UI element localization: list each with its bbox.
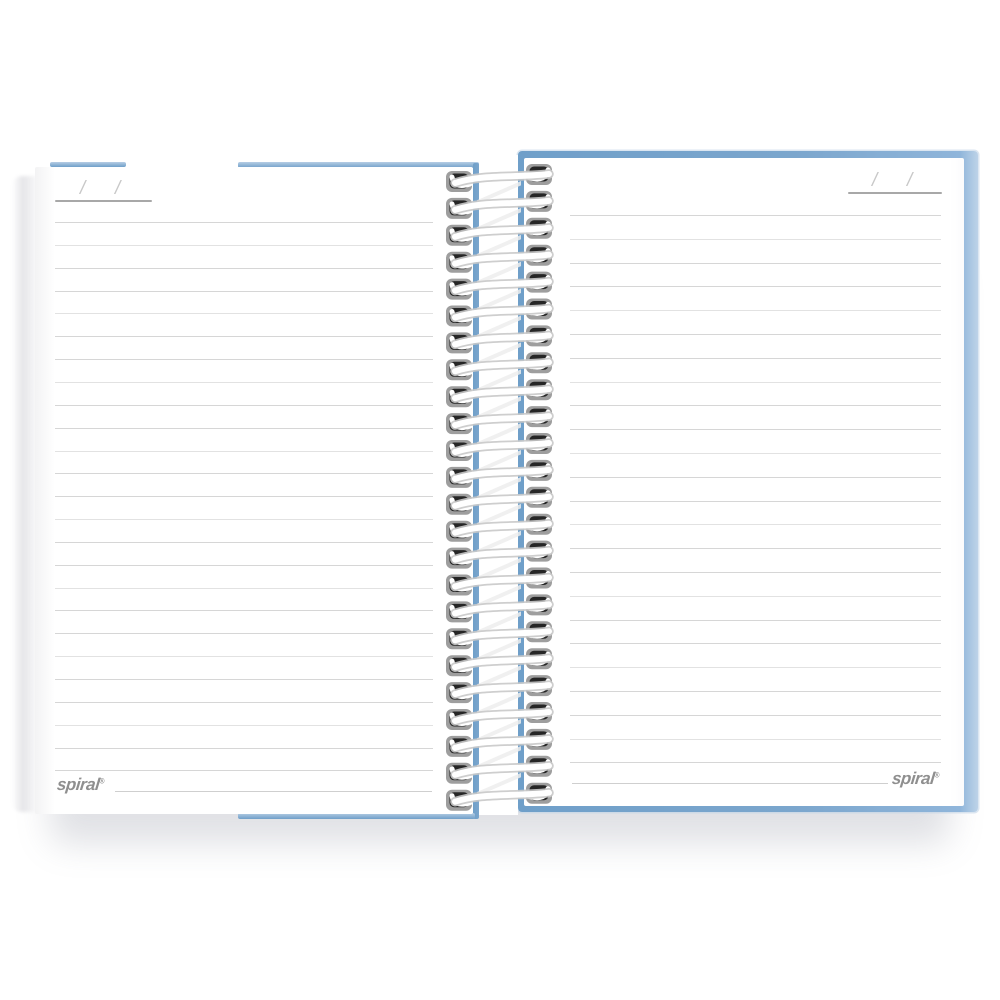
right-brand-logo-row	[892, 769, 940, 789]
ruled-line	[55, 679, 433, 680]
ruled-line	[55, 405, 433, 406]
ruled-line	[570, 715, 941, 716]
registered-mark: ®	[99, 778, 105, 786]
ruled-line	[570, 739, 941, 740]
ruled-line	[570, 667, 941, 668]
ruled-line	[570, 596, 941, 597]
right-date-underline	[848, 192, 942, 194]
ruled-line	[55, 359, 433, 360]
ruled-line	[570, 382, 941, 383]
ruled-line	[55, 268, 433, 269]
ruled-line	[55, 222, 433, 223]
ruled-line	[570, 215, 941, 216]
ruled-line	[570, 643, 941, 644]
ruled-line	[570, 453, 941, 454]
ruled-line	[570, 405, 941, 406]
ruled-line	[55, 245, 433, 246]
ruled-line	[55, 542, 433, 543]
ruled-line	[55, 496, 433, 497]
ruled-line	[55, 770, 433, 771]
brand-logo: spiral	[891, 769, 936, 788]
right-page	[524, 158, 964, 806]
ruled-line	[55, 473, 433, 474]
date-slash: /	[80, 178, 86, 199]
ruled-line	[55, 291, 433, 292]
registered-mark: ®	[934, 772, 940, 780]
ruled-line	[55, 656, 433, 657]
date-slash: /	[115, 178, 121, 199]
ruled-line	[570, 358, 941, 359]
ruled-line	[570, 572, 941, 573]
ruled-line	[55, 428, 433, 429]
ruled-line	[570, 548, 941, 549]
ruled-line	[570, 263, 941, 264]
ruled-line	[55, 633, 433, 634]
date-slash: /	[872, 170, 878, 191]
ruled-line	[55, 336, 433, 337]
page-stack-edge	[12, 176, 36, 812]
ruled-line	[55, 382, 433, 383]
ruled-line	[55, 610, 433, 611]
ruled-line	[570, 762, 941, 763]
ruled-line	[55, 565, 433, 566]
left-brand-logo-row	[57, 775, 105, 795]
ruled-line	[570, 524, 941, 525]
ruled-line	[55, 702, 433, 703]
date-slash: /	[907, 170, 913, 191]
ruled-line	[570, 429, 941, 430]
ruled-line	[55, 588, 433, 589]
ruled-line	[55, 519, 433, 520]
ruled-line	[570, 310, 941, 311]
ruled-line	[570, 691, 941, 692]
left-date-underline	[55, 200, 152, 202]
right-logo-line	[572, 783, 888, 784]
spiral-binding	[425, 150, 585, 830]
left-page	[35, 167, 473, 814]
ruled-line	[570, 334, 941, 335]
ruled-line	[570, 501, 941, 502]
left-logo-line	[115, 791, 432, 792]
ruled-line	[570, 286, 941, 287]
ruled-line	[55, 748, 433, 749]
ruled-line	[55, 725, 433, 726]
ruled-line	[570, 477, 941, 478]
ruled-line	[55, 451, 433, 452]
ruled-line	[55, 313, 433, 314]
brand-logo: spiral	[56, 775, 101, 794]
ruled-line	[570, 239, 941, 240]
ruled-line	[570, 620, 941, 621]
